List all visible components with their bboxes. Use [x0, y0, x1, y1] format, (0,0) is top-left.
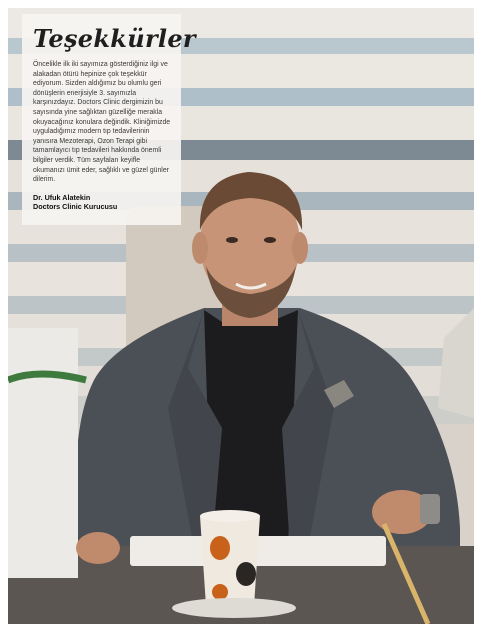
coffee-cup	[200, 516, 260, 606]
note-body: Öncelikle ilk iki sayımıza gösterdiğiniz ilgi ve alakadan ötürü hepinize çok teşekkür ediyorum. Sizden aldığımız bu olumlu geri dönüşlerin enerjisiyle 3. sayımızla karşınızdayız. Doctors Clinic dergimizin bu sayısında yine sağlıktan güzelliğe merakla okuyacağınız konulara değindik. Kliniğimizde uyguladığımız modern tıp tedavilerinin yanısıra Mezoterapi, Ozon Terapi gibi tamamlayıcı tıp tedavileri hakkında önemli bilgiler verdik. Tüm sayfaları keyifle okumanızı ümit eder, sağlıklı ve güzel günler dilerim.	[33, 61, 171, 184]
author-title: Doctors Clinic Kurucusu	[33, 201, 118, 211]
author-name: Dr. Ufuk Alatekin	[33, 192, 91, 202]
signature	[33, 193, 172, 211]
thank-you-note	[22, 14, 196, 225]
note-title: Teşekkürler	[33, 24, 196, 53]
monitor	[8, 328, 78, 578]
watch	[420, 494, 440, 524]
